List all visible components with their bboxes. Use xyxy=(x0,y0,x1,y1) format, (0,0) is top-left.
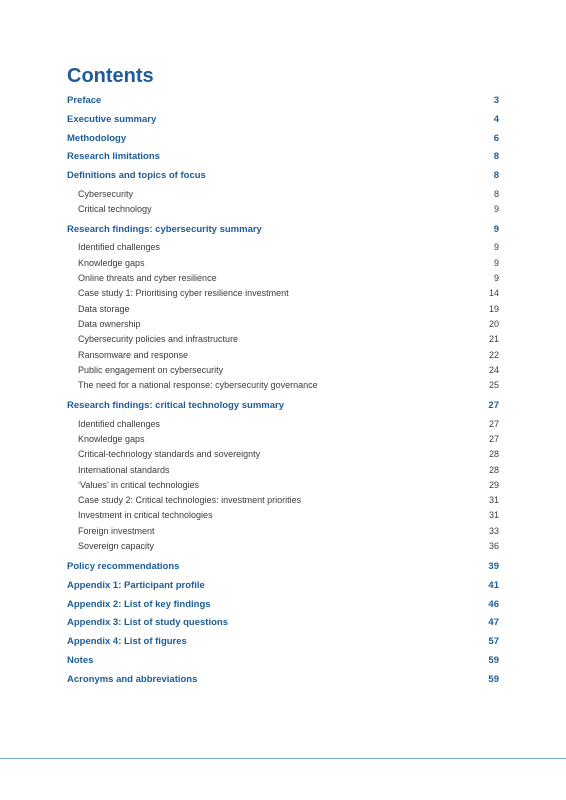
toc-page-number: 36 xyxy=(488,541,499,552)
toc-entry-label: Case study 2: Critical technologies: investment priorities xyxy=(78,495,302,506)
toc-page-number: 27 xyxy=(488,400,499,412)
toc-entry-label: Executive summary xyxy=(67,113,157,125)
toc-entry-label: Ransomware and response xyxy=(78,349,189,360)
toc-page-number: 25 xyxy=(488,380,499,391)
toc-subsection-link[interactable] xyxy=(67,432,499,447)
toc-subsection-link[interactable] xyxy=(67,524,499,539)
toc-entry-label: Notes xyxy=(67,655,94,667)
toc-subsection-link[interactable] xyxy=(67,508,499,523)
toc-page-number: 31 xyxy=(488,495,499,506)
toc-page-number: 57 xyxy=(488,636,499,648)
toc-page-number: 28 xyxy=(488,449,499,460)
toc-page-number: 9 xyxy=(493,203,499,214)
toc-page-number: 29 xyxy=(488,479,499,490)
toc-entry-label: Appendix 3: List of study questions xyxy=(67,617,228,629)
toc-subsection-link[interactable] xyxy=(67,447,499,462)
toc-entry-label: Critical-technology standards and sovereignty xyxy=(78,449,261,460)
contents-title: Contents xyxy=(67,65,154,87)
toc-subsection-link[interactable] xyxy=(67,332,499,347)
toc-page-number: 3 xyxy=(493,95,499,106)
toc-subsection-link[interactable] xyxy=(67,478,499,493)
toc-subsection-link[interactable] xyxy=(67,417,499,432)
toc-entry-label: Knowledge gaps xyxy=(78,433,145,444)
toc-section-link[interactable] xyxy=(67,673,499,692)
toc-page-number: 59 xyxy=(488,673,499,685)
toc-section-link[interactable] xyxy=(67,560,499,579)
toc-page-number: 22 xyxy=(488,349,499,360)
toc-entry-label: Methodology xyxy=(67,132,127,144)
toc-entry-label: Foreign investment xyxy=(78,525,155,536)
toc-page-number: 19 xyxy=(488,303,499,314)
toc-page-number: 27 xyxy=(488,433,499,444)
toc-page-number: 6 xyxy=(493,132,499,144)
toc-entry-label: Investment in critical technologies xyxy=(78,510,213,521)
toc-page-number: 4 xyxy=(493,113,499,125)
toc-page-number: 31 xyxy=(488,510,499,521)
toc-page-number: 27 xyxy=(488,418,499,429)
toc-subsection-link[interactable] xyxy=(67,187,499,202)
toc-page-number: 9 xyxy=(493,242,499,253)
toc-entry-label: Sovereign capacity xyxy=(78,541,155,552)
toc-subsection-link[interactable] xyxy=(67,202,499,223)
toc-entry-label: Critical technology xyxy=(78,203,152,214)
toc-entry-label: Online threats and cyber resilience xyxy=(78,273,217,284)
toc-page-number: 41 xyxy=(488,579,499,591)
toc-section-link[interactable] xyxy=(67,635,499,654)
toc-entry-label: Data storage xyxy=(78,303,130,314)
toc-page-number: 8 xyxy=(493,170,499,182)
toc-subsection-link[interactable] xyxy=(67,256,499,271)
toc-entry-label: Cybersecurity xyxy=(78,188,134,199)
toc-entry-label: Identified challenges xyxy=(78,418,161,429)
toc-page-number: 9 xyxy=(493,223,499,235)
toc-page-number: 14 xyxy=(488,288,499,299)
toc-section-link[interactable] xyxy=(67,598,499,617)
toc-entry-label: Appendix 1: Participant profile xyxy=(67,579,205,591)
toc-entry-label: Research findings: cybersecurity summary xyxy=(67,223,262,235)
toc-section-link[interactable] xyxy=(67,169,499,187)
toc-page-number: 59 xyxy=(488,655,499,667)
toc-entry-label: Policy recommendations xyxy=(67,561,180,573)
toc-subsection-link[interactable] xyxy=(67,271,499,286)
footer-divider xyxy=(0,758,566,759)
toc-section-link[interactable] xyxy=(67,94,499,113)
toc-subsection-link[interactable] xyxy=(67,539,499,560)
toc-section-link[interactable] xyxy=(67,579,499,598)
toc-section-link[interactable] xyxy=(67,150,499,169)
toc-section-link[interactable] xyxy=(67,113,499,132)
toc-subsection-link[interactable] xyxy=(67,317,499,332)
toc-page-number: 46 xyxy=(488,598,499,610)
table-of-contents xyxy=(67,94,499,692)
toc-page-number: 24 xyxy=(488,364,499,375)
toc-entry-label: Public engagement on cybersecurity xyxy=(78,364,224,375)
toc-page-number: 33 xyxy=(488,525,499,536)
toc-subsection-link[interactable] xyxy=(67,348,499,363)
toc-subsection-link[interactable] xyxy=(67,240,499,255)
toc-page-number: 8 xyxy=(493,151,499,163)
toc-entry-label: Data ownership xyxy=(78,318,141,329)
toc-entry-label: The need for a national response: cybersecurity governance xyxy=(78,380,318,391)
toc-entry-label: Case study 1: Prioritising cyber resilience investment xyxy=(78,288,289,299)
toc-entry-label: Identified challenges xyxy=(78,242,161,253)
toc-entry-label: Acronyms and abbreviations xyxy=(67,673,198,685)
toc-page-number: 9 xyxy=(493,273,499,284)
toc-subsection-link[interactable] xyxy=(67,286,499,301)
toc-subsection-link[interactable] xyxy=(67,363,499,378)
toc-subsection-link[interactable] xyxy=(67,493,499,508)
toc-page-number: 39 xyxy=(488,561,499,573)
toc-section-link[interactable] xyxy=(67,654,499,673)
toc-entry-label: Research findings: critical technology summary xyxy=(67,400,284,412)
toc-entry-label: Definitions and topics of focus xyxy=(67,170,206,182)
toc-section-link[interactable] xyxy=(67,132,499,151)
toc-subsection-link[interactable] xyxy=(67,463,499,478)
toc-entry-label: Knowledge gaps xyxy=(78,257,145,268)
toc-page-number: 21 xyxy=(488,334,499,345)
toc-entry-label: Appendix 4: List of figures xyxy=(67,636,187,648)
toc-entry-label: Preface xyxy=(67,95,102,106)
toc-entry-label: International standards xyxy=(78,464,170,475)
toc-page-number: 9 xyxy=(493,257,499,268)
toc-entry-label: Research limitations xyxy=(67,151,160,163)
toc-section-link[interactable] xyxy=(67,223,499,241)
toc-page-number: 28 xyxy=(488,464,499,475)
toc-subsection-link[interactable] xyxy=(67,302,499,317)
toc-subsection-link[interactable] xyxy=(67,378,499,399)
toc-entry-label: ‘Values’ in critical technologies xyxy=(78,479,200,490)
toc-page-number: 47 xyxy=(488,617,499,629)
toc-section-link[interactable] xyxy=(67,399,499,417)
toc-page-number: 8 xyxy=(493,188,499,199)
toc-entry-label: Cybersecurity policies and infrastructure xyxy=(78,334,239,345)
toc-page-number: 20 xyxy=(488,318,499,329)
toc-entry-label: Appendix 2: List of key findings xyxy=(67,598,211,610)
toc-section-link[interactable] xyxy=(67,616,499,635)
